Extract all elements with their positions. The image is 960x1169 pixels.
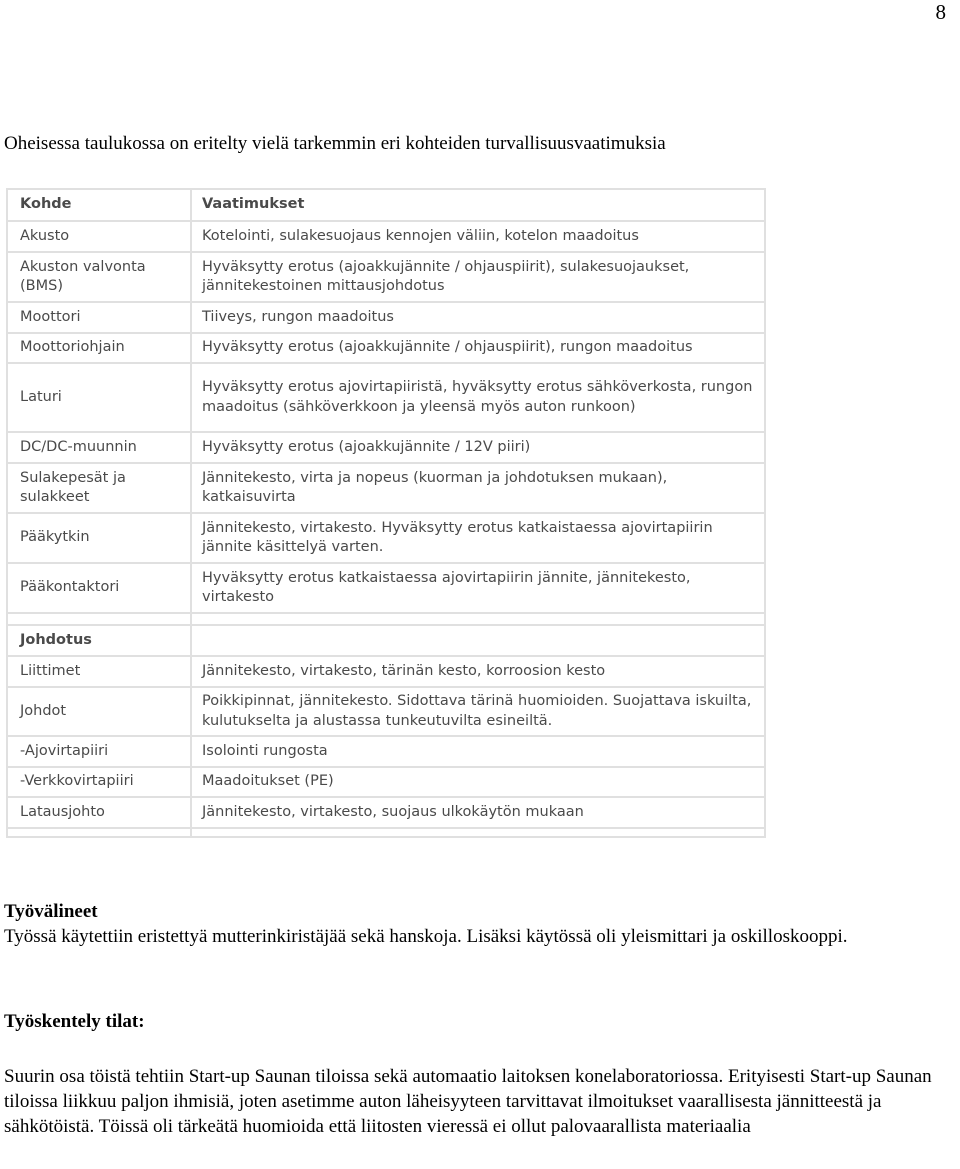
header-kohde: Kohde [8,190,190,220]
table-row [6,431,766,462]
cell-vaatimus: Hyväksytty erotus ajovirtapiiristä, hyväksytty erotus sähköverkosta, rungon maadoitus (sähköverkkoon ja yleensä myös auton runkoon) [192,364,764,431]
cell-kohde: -Verkkovirtapiiri [8,768,190,796]
table-row [6,796,766,827]
table-row [6,332,766,362]
cell-kohde: Moottoriohjain [8,334,190,362]
tyoskentely-title: Työskentely tilat: [4,1011,145,1032]
table-row [6,362,766,431]
cell-vaatimus: Jännitekesto, virtakesto, tärinän kesto, korroosion kesto [192,657,764,686]
cell-vaatimus: Maadoitukset (PE) [192,768,764,796]
table-row [6,462,766,512]
table-row [6,220,766,251]
table-header-row [6,188,766,220]
tyoskentely-title-block [4,1009,960,1034]
table-row [6,735,766,766]
cell-kohde: Latausjohto [8,798,190,827]
cell-vaatimus: Jännitekesto, virta ja nopeus (kuorman ja johdotuksen mukaan), katkaisuvirta [192,464,764,512]
cell-kohde: Pääkytkin [8,514,190,562]
cell-vaatimus: Jännitekesto, virtakesto. Hyväksytty erotus katkaistaessa ajovirtapiirin jännite käsittelyä varten. [192,514,764,562]
cell-vaatimus: Poikkipinnat, jännitekesto. Sidottava tärinä huomioiden. Suojattava iskuilta, kulutukselta ja alustassa tunkeutuvilta esineiltä. [192,688,764,735]
cell-kohde: Pääkontaktori [8,564,190,612]
section-johdotus: Johdotus [8,626,190,655]
cell-vaatimus: Hyväksytty erotus (ajoakkujännite / ohjauspiirit), sulakesuojaukset, jännitekestoinen mittausjohdotus [192,253,764,301]
header-vaatimukset: Vaatimukset [192,190,764,220]
tyoskentely-section [4,1064,960,1139]
cell-kohde: Akusto [8,222,190,251]
cell-vaatimus: Hyväksytty erotus (ajoakkujännite / ohjauspiirit), rungon maadoitus [192,334,764,362]
table-row [6,251,766,301]
tyoskentely-text: Suurin osa töistä tehtiin Start-up Saunan tiloissa sekä automaatio laitoksen konelaboratoriossa. Erityisesti Start-up Saunan tiloissa liikkuu paljon ihmisiä, joten asetimme auton läheisyyteen tarvittavat ilmoitukset vaarallisesta jännitteestä ja sähkötöistä. Töissä oli tärkeätä huomioida että liitosten vieressä ei ollut palovaarallista materiaalia [4,1066,932,1137]
tyovalineet-text: Työssä käytettiin eristettyä mutterinkiristäjää sekä hanskoja. Lisäksi käytössä oli yleismittari ja oskilloskooppi. [4,926,848,947]
table-row [6,686,766,735]
cell-vaatimus [192,626,764,655]
table-row [6,655,766,686]
cell-vaatimus: Hyväksytty erotus katkaistaessa ajovirtapiirin jännite, jännitekesto, virtakesto [192,564,764,612]
table-row [6,562,766,612]
cell-vaatimus: Hyväksytty erotus (ajoakkujännite / 12V piiri) [192,433,764,462]
cell-kohde: Johdot [8,688,190,735]
cell-kohde: Sulakepesät ja sulakkeet [8,464,190,512]
page-number: 8 [935,0,946,24]
tyovalineet-section [4,899,960,949]
cell-kohde [8,614,190,624]
tyovalineet-title: Työvälineet [4,901,98,922]
cell-vaatimus: Tiiveys, rungon maadoitus [192,303,764,332]
cell-kohde: Akuston valvonta (BMS) [8,253,190,301]
cell-vaatimus [192,614,764,624]
cell-vaatimus: Jännitekesto, virtakesto, suojaus ulkokäytön mukaan [192,798,764,827]
cell-vaatimus: Kotelointi, sulakesuojaus kennojen väliin, kotelon maadoitus [192,222,764,251]
cell-kohde: Laturi [8,364,190,431]
table-row [6,827,766,836]
cell-kohde: Liittimet [8,657,190,686]
intro-text: Oheisessa taulukossa on eritelty vielä tarkemmin eri kohteiden turvallisuusvaatimuksia [4,133,666,154]
table-section-row [6,624,766,655]
cell-kohde: DC/DC-muunnin [8,433,190,462]
table-row [6,512,766,562]
cell-kohde: -Ajovirtapiiri [8,737,190,766]
table-row [6,766,766,796]
table-row [6,612,766,624]
cell-kohde: Moottori [8,303,190,332]
requirements-table [6,188,766,838]
cell-vaatimus [192,829,764,836]
cell-vaatimus: Isolointi rungosta [192,737,764,766]
table-row [6,301,766,332]
cell-kohde [8,829,190,836]
